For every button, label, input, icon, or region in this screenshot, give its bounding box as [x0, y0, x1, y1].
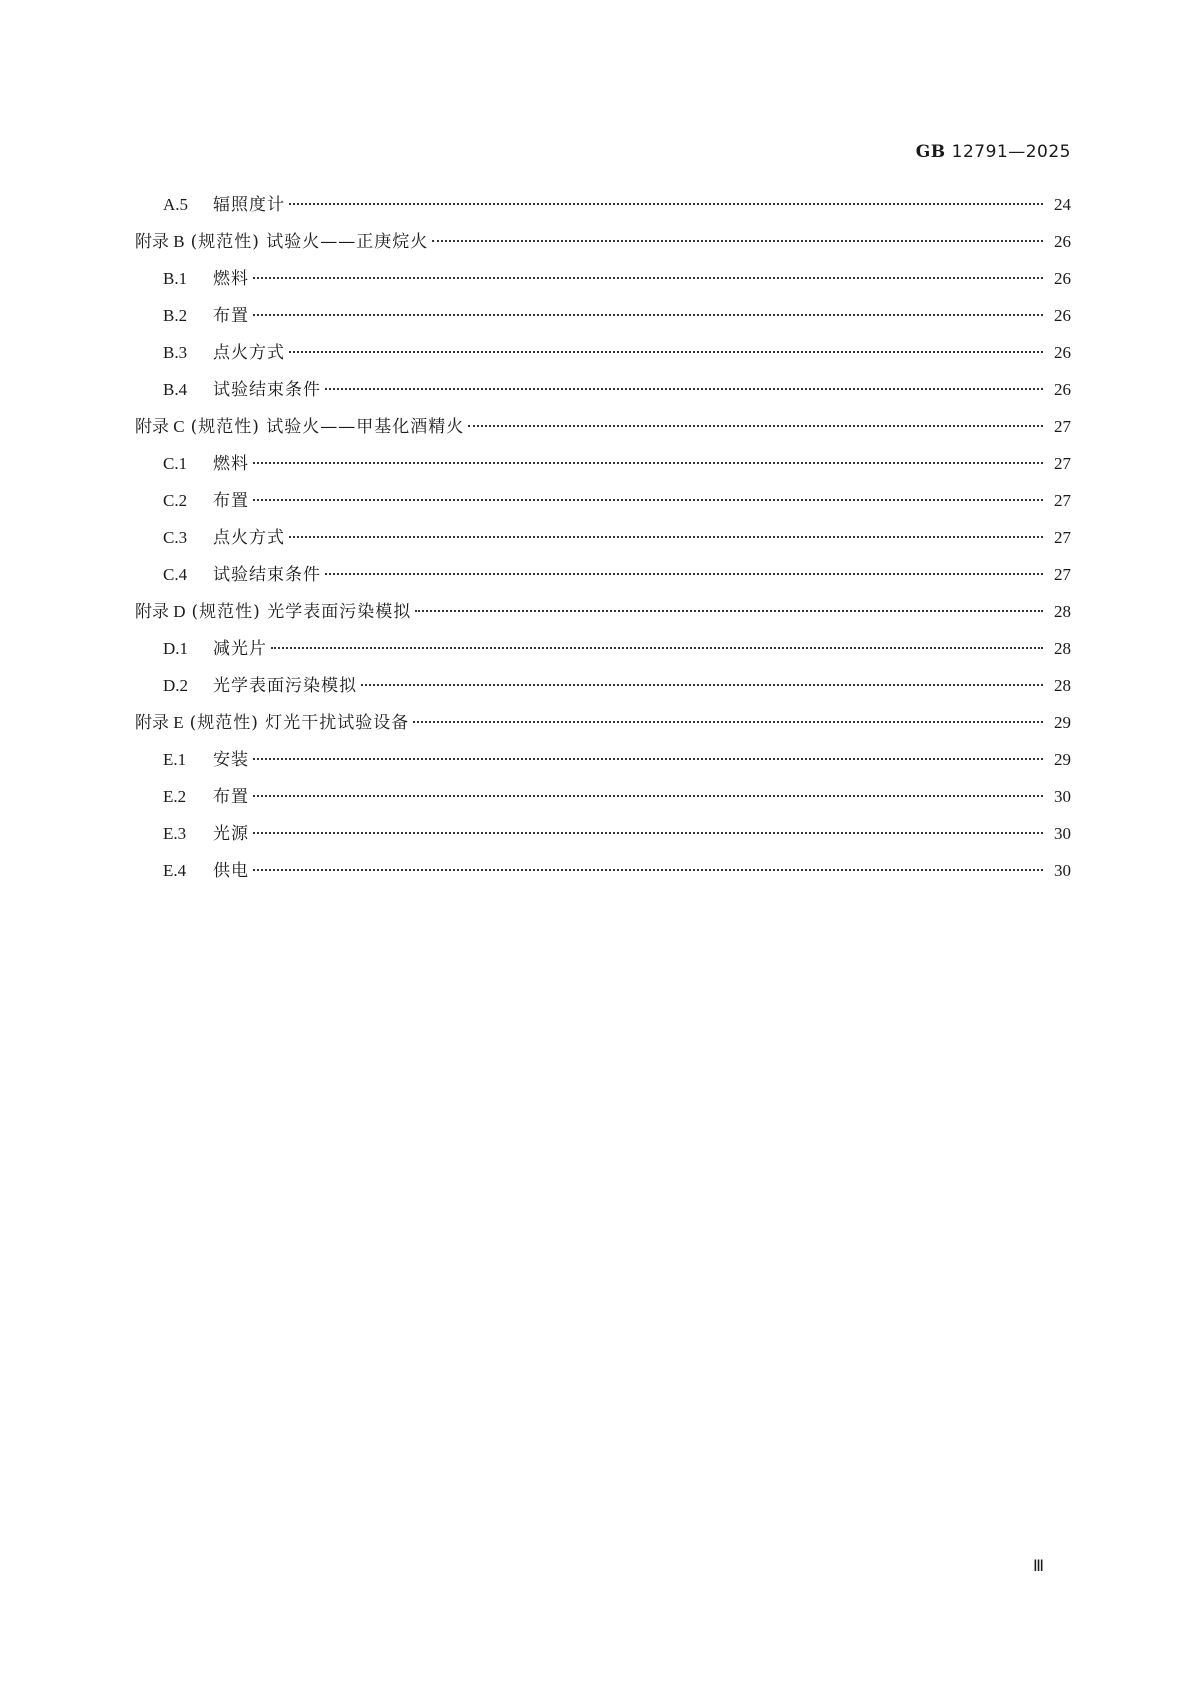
dot-leader — [253, 795, 1043, 797]
toc-entry-title: 点火方式 — [213, 343, 285, 363]
toc-entry-number: E.4 — [163, 861, 187, 880]
standard-code-header — [916, 142, 1071, 162]
toc-entry-title: 试验结束条件 — [213, 380, 321, 400]
toc-entry[interactable] — [135, 193, 1071, 230]
toc-entry-title: 辐照度计 — [213, 195, 285, 215]
toc-entry-number: E.1 — [163, 750, 187, 769]
toc-entry-page: 26 — [1054, 269, 1071, 288]
dot-leader — [253, 462, 1043, 464]
dot-leader — [271, 647, 1043, 649]
toc-entry-number: B.2 — [163, 306, 188, 325]
toc-entry[interactable] — [135, 378, 1071, 415]
toc-entry-number: 附录 D — [135, 602, 186, 621]
toc-entry-number: 附录 E — [135, 713, 184, 732]
dot-leader — [253, 832, 1043, 834]
toc-entry-title: 布置 — [213, 491, 249, 511]
toc-entry[interactable] — [135, 859, 1071, 896]
toc-entry[interactable] — [135, 711, 1071, 748]
dot-leader — [289, 536, 1043, 538]
toc-entry-title: 点火方式 — [213, 528, 285, 548]
toc-entry-title: (规范性) 光学表面污染模拟 — [191, 602, 412, 622]
toc-entry[interactable] — [135, 415, 1071, 452]
toc-entry-page: 27 — [1054, 491, 1071, 510]
dot-leader — [413, 721, 1043, 723]
toc-entry[interactable] — [135, 563, 1071, 600]
toc-entry-title: 光学表面污染模拟 — [213, 676, 357, 696]
toc-entry[interactable] — [135, 267, 1071, 304]
toc-entry-page: 26 — [1054, 232, 1071, 251]
toc-entry[interactable] — [135, 748, 1071, 785]
toc-entry-title: 试验结束条件 — [213, 565, 321, 585]
toc-entry-title: 布置 — [213, 787, 249, 807]
toc-entry-number: C.1 — [163, 454, 188, 473]
toc-entry-title: (规范性) 灯光干扰试验设备 — [189, 713, 410, 733]
toc-entry-page: 30 — [1054, 787, 1071, 806]
toc-entry-page: 26 — [1054, 380, 1071, 399]
toc-entry-page: 26 — [1054, 343, 1071, 362]
toc-entry-page: 24 — [1054, 195, 1071, 214]
dot-leader — [253, 869, 1043, 871]
toc-entry-page: 29 — [1054, 750, 1071, 769]
dot-leader — [253, 499, 1043, 501]
dot-leader — [325, 388, 1043, 390]
toc-entry-number: B.1 — [163, 269, 188, 288]
toc-entry[interactable] — [135, 637, 1071, 674]
toc-entry-page: 27 — [1054, 565, 1071, 584]
toc-entry-title: 光源 — [213, 824, 249, 844]
toc-entry-number: C.2 — [163, 491, 188, 510]
dot-leader — [289, 203, 1043, 205]
toc-entry-page: 29 — [1054, 713, 1071, 732]
dot-leader — [468, 425, 1043, 427]
toc-entry-number: E.2 — [163, 787, 187, 806]
toc-entry-number: D.2 — [163, 676, 189, 695]
toc-entry-number: D.1 — [163, 639, 189, 658]
toc-entry-number: A.5 — [163, 195, 189, 214]
dot-leader — [253, 758, 1043, 760]
toc-entry-title: (规范性) 试验火——甲基化酒精火 — [190, 417, 465, 437]
toc-entry[interactable] — [135, 822, 1071, 859]
page-number: Ⅲ — [1033, 1558, 1045, 1575]
toc-entry-title: 布置 — [213, 306, 249, 326]
toc-entry-page: 28 — [1054, 602, 1071, 621]
toc-entry-title: 燃料 — [213, 269, 249, 289]
toc-entry[interactable] — [135, 452, 1071, 489]
standard-number: 12791—2025 — [951, 142, 1071, 162]
toc-entry-page: 27 — [1054, 454, 1071, 473]
toc-entry-number: B.4 — [163, 380, 188, 399]
toc-entry-page: 26 — [1054, 306, 1071, 325]
dot-leader — [361, 684, 1043, 686]
toc-entry[interactable] — [135, 341, 1071, 378]
toc-entry-page: 28 — [1054, 676, 1071, 695]
toc-entry-title: 安装 — [213, 750, 249, 770]
toc-entry[interactable] — [135, 674, 1071, 711]
table-of-contents — [135, 193, 1071, 896]
dot-leader — [289, 351, 1043, 353]
toc-entry-title: 燃料 — [213, 454, 249, 474]
toc-entry-number: 附录 B — [135, 232, 185, 251]
dot-leader — [325, 573, 1043, 575]
toc-entry[interactable] — [135, 526, 1071, 563]
toc-entry-page: 30 — [1054, 861, 1071, 880]
toc-entry-page: 27 — [1054, 528, 1071, 547]
toc-entry-number: 附录 C — [135, 417, 185, 436]
toc-entry-number: B.3 — [163, 343, 188, 362]
toc-entry[interactable] — [135, 785, 1071, 822]
toc-entry-title: (规范性) 试验火——正庚烷火 — [190, 232, 429, 252]
dot-leader — [253, 314, 1043, 316]
toc-entry[interactable] — [135, 304, 1071, 341]
toc-entry[interactable] — [135, 600, 1071, 637]
toc-entry-page: 30 — [1054, 824, 1071, 843]
toc-entry-page: 27 — [1054, 417, 1071, 436]
dot-leader — [432, 240, 1043, 242]
standard-prefix: GB — [915, 142, 946, 162]
toc-entry-number: E.3 — [163, 824, 187, 843]
dot-leader — [253, 277, 1043, 279]
toc-entry[interactable] — [135, 230, 1071, 267]
toc-entry-number: C.3 — [163, 528, 188, 547]
dot-leader — [415, 610, 1043, 612]
toc-entry[interactable] — [135, 489, 1071, 526]
toc-entry-number: C.4 — [163, 565, 188, 584]
toc-entry-title: 供电 — [213, 861, 249, 881]
toc-entry-page: 28 — [1054, 639, 1071, 658]
toc-entry-title: 减光片 — [213, 639, 267, 659]
